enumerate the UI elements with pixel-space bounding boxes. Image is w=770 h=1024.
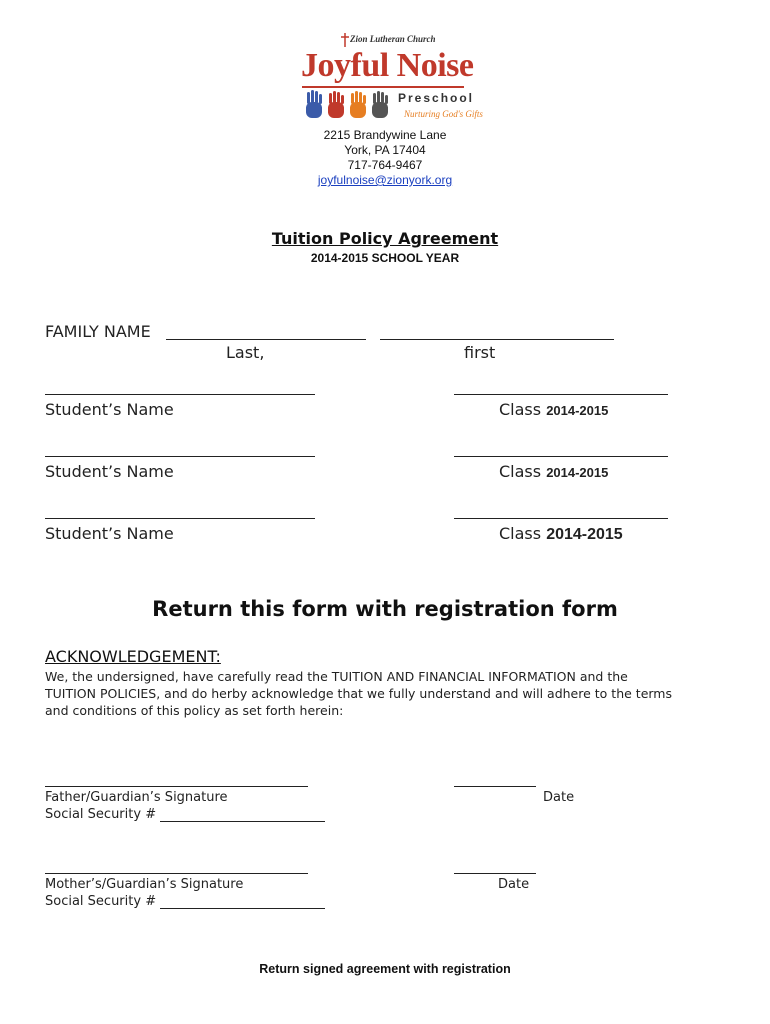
- handprints-icon: [302, 90, 394, 122]
- class-year: 2014-2015: [546, 526, 623, 543]
- hand-orange-icon: [350, 91, 366, 118]
- father-date-label: Date: [543, 790, 575, 805]
- school-year: 2014-2015 SCHOOL YEAR: [310, 251, 460, 265]
- mother-date-field[interactable]: [454, 873, 536, 874]
- student-class-field[interactable]: [454, 518, 668, 519]
- school-motto: Nurturing God's Gifts: [404, 109, 483, 119]
- father-signature-field[interactable]: [45, 786, 308, 787]
- class-label-text: Class: [499, 400, 542, 419]
- school-logo-text: Joyful Noise: [301, 47, 474, 84]
- church-name: Zion Lutheran Church: [350, 34, 436, 44]
- class-label-text: Class: [499, 524, 542, 543]
- mother-ssn-field[interactable]: [160, 908, 325, 909]
- last-name-caption: Last,: [226, 343, 265, 362]
- student-name-field[interactable]: [45, 394, 315, 395]
- family-first-name-field[interactable]: [380, 339, 614, 340]
- father-ssn-field[interactable]: [160, 821, 325, 822]
- student-name-label: Student’s Name: [45, 400, 174, 419]
- address-email-row: [0, 173, 770, 187]
- hand-gray-icon: [372, 91, 388, 118]
- return-notice: Return this form with registration form: [152, 597, 618, 621]
- student-name-label: Student’s Name: [45, 524, 174, 543]
- hand-red-icon: [328, 91, 344, 118]
- address-phone: 717-764-9467: [347, 158, 423, 172]
- student-name-field[interactable]: [45, 456, 315, 457]
- father-ssn-label: Social Security #: [45, 807, 157, 822]
- family-name-label: FAMILY NAME: [45, 322, 151, 341]
- hand-blue-icon: [306, 90, 322, 118]
- class-label-text: Class: [499, 462, 542, 481]
- student-name-label: Student’s Name: [45, 462, 174, 481]
- mother-date-label: Date: [498, 877, 530, 892]
- logo-rule: [302, 86, 464, 88]
- class-year: 2014-2015: [546, 465, 609, 480]
- acknowledgement-heading: ACKNOWLEDGEMENT:: [45, 647, 221, 666]
- father-date-field[interactable]: [454, 786, 536, 787]
- acknowledgement-line: TUITION POLICIES, and do herby acknowledge that we fully understand and will adhere to the terms: [45, 686, 672, 701]
- mother-signature-label: Mother’s/Guardian’s Signature: [45, 877, 244, 892]
- first-name-caption: first: [464, 343, 496, 362]
- student-class-field[interactable]: [454, 456, 668, 457]
- footer-notice: Return signed agreement with registration: [259, 962, 511, 976]
- address-street: 2215 Brandywine Lane: [323, 128, 447, 142]
- address-city: York, PA 17404: [344, 143, 426, 157]
- father-signature-label: Father/Guardian’s Signature: [45, 790, 228, 805]
- acknowledgement-line: We, the undersigned, have carefully read the TUITION AND FINANCIAL INFORMATION and the: [45, 669, 628, 684]
- student-class-field[interactable]: [454, 394, 668, 395]
- class-label: [499, 400, 608, 419]
- class-year: 2014-2015: [546, 403, 609, 418]
- email-link[interactable]: joyfulnoise@zionyork.org: [317, 173, 453, 187]
- class-label: [499, 524, 623, 544]
- acknowledgement-line: and conditions of this policy as set forth herein:: [45, 703, 344, 718]
- preschool-label: Preschool: [398, 91, 475, 105]
- mother-signature-field[interactable]: [45, 873, 308, 874]
- document-title: Tuition Policy Agreement: [271, 229, 499, 248]
- mother-ssn-label: Social Security #: [45, 894, 157, 909]
- family-last-name-field[interactable]: [166, 339, 366, 340]
- student-name-field[interactable]: [45, 518, 315, 519]
- class-label: [499, 462, 608, 481]
- cross-icon: [340, 33, 350, 47]
